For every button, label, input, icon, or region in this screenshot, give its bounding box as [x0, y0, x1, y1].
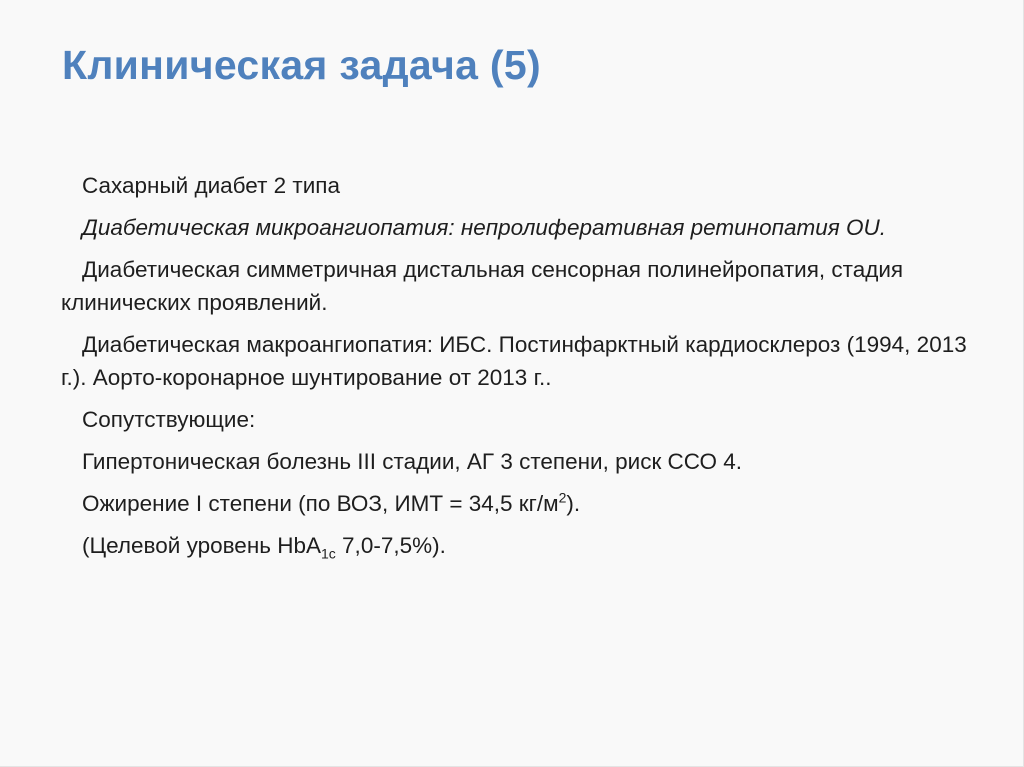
- obesity-text-end: ).: [566, 491, 581, 516]
- concomitant-obesity: [61, 487, 973, 520]
- diagnosis-microangiopathy: Диабетическая микроангиопатия: непролиферативная ретинопатия OU.: [82, 215, 887, 240]
- obesity-superscript: 2: [558, 489, 567, 506]
- target-subscript: 1c: [321, 545, 336, 562]
- obesity-text: Ожирение I степени (по ВОЗ, ИМТ = 34,5 кг/м: [82, 491, 559, 516]
- target-hba1c: [61, 529, 973, 562]
- diagnosis-diabetes: Сахарный диабет 2 типа: [82, 173, 340, 198]
- concomitant-label: Сопутствующие:: [82, 407, 256, 432]
- target-text-end: 7,0-7,5%).: [335, 533, 446, 558]
- concomitant-hypertension: Гипертоническая болезнь III стадии, АГ 3 степени, риск ССО 4.: [82, 449, 743, 474]
- slide-body: [61, 169, 973, 571]
- slide-title: Клиническая задача (5): [62, 42, 541, 88]
- diagnosis-polyneuropathy: Диабетическая симметричная дистальная сенсорная полинейропатия, стадия клинических проявлений.: [61, 257, 904, 315]
- diagnosis-macroangiopathy: Диабетическая макроангиопатия: ИБС. Постинфарктный кардиосклероз (1994, 2013 г.). Аорто-коронарное шунтирование от 2013 г..: [61, 332, 967, 390]
- target-text: (Целевой уровень HbA: [82, 533, 321, 558]
